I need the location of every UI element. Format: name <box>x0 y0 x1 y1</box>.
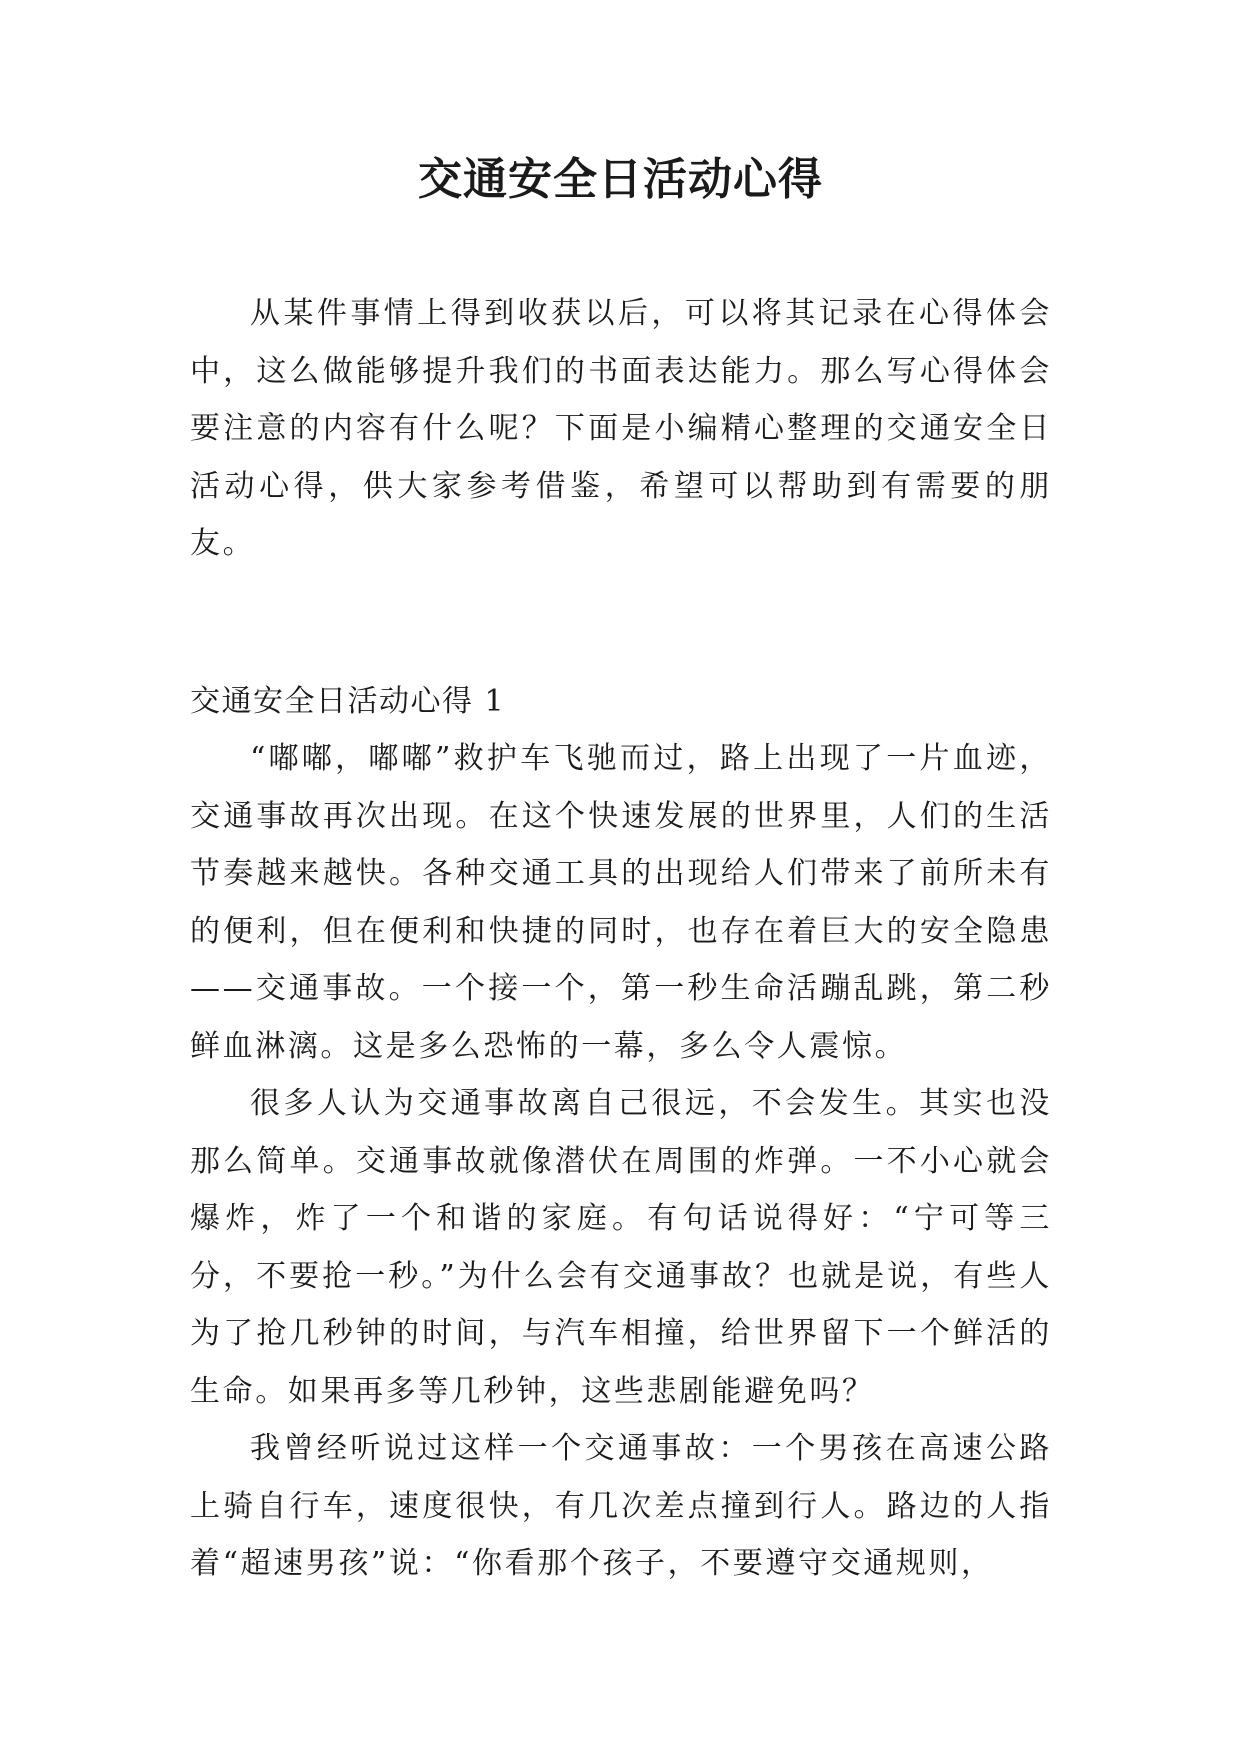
section-heading: 交通安全日活动心得 1 <box>190 683 506 719</box>
intro-paragraph: 从某件事情上得到收获以后，可以将其记录在心得体会中，这么做能够提升我们的书面表达能力。那么写心得体会要注意的内容有什么呢？下面是小编精心整理的交通安全日活动心得，供大家参考借鉴，希望可以帮助到有需要的朋友。 <box>190 296 1052 561</box>
document-title: 交通安全日活动心得 <box>418 154 823 205</box>
body-paragraph: 很多人认为交通事故离自己很远，不会发生。其实也没那么简单。交通事故就像潜伏在周围的炸弹。一不小心就会爆炸，炸了一个和谐的家庭。有句话说得好：“宁可等三分，不要抢一秒。”为什么会有交通事故？也就是说，有些人为了抢几秒钟的时间，与汽车相撞，给世界留下一个鲜活的生命。如果再多等几秒钟，这些悲剧能避免吗？ <box>190 1086 1052 1409</box>
body-paragraph: “嘟嘟，嘟嘟”救护车飞驰而过，路上出现了一片血迹，交通事故再次出现。在这个快速发展的世界里，人们的生活节奏越来越快。各种交通工具的出现给人们带来了前所未有的便利，但在便利和快捷的同时，也存在着巨大的安全隐患——交通事故。一个接一个，第一秒生命活蹦乱跳，第二秒鲜血淋漓。这是多么恐怖的一幕，多么令人震惊。 <box>190 741 1052 1064</box>
body-paragraph: 我曾经听说过这样一个交通事故：一个男孩在高速公路上骑自行车，速度很快，有几次差点撞到行人。路边的人指着“超速男孩”说：“你看那个孩子，不要遵守交通规则， <box>190 1431 1052 1581</box>
section-spacer <box>190 573 1052 673</box>
document-body <box>190 285 1052 1593</box>
